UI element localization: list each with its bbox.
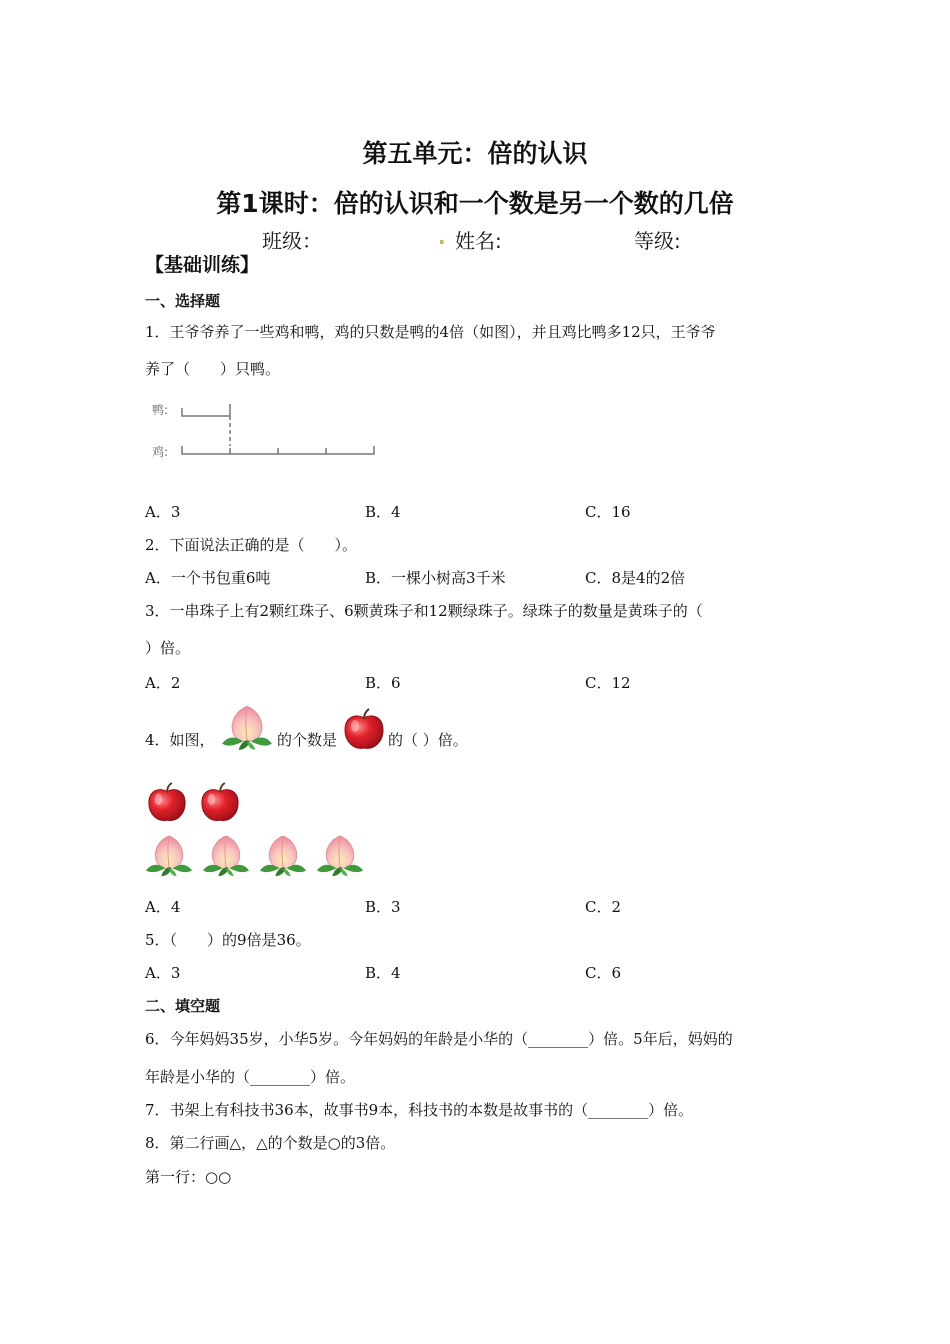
apple-icon (199, 782, 241, 824)
chicken-label: 鸡: (152, 445, 169, 459)
decorative-dot: . (438, 225, 446, 249)
q4-prefix: 4．如图， (145, 731, 215, 749)
peach-icon (218, 702, 276, 752)
part1-title: 一、选择题 (145, 292, 221, 310)
q4-suffix: 的（ ）倍。 (388, 731, 468, 749)
class-label: 班级： (262, 229, 322, 253)
q3-option-b[interactable]: B．6 (365, 674, 401, 692)
q1-option-a[interactable]: A．3 (145, 503, 181, 521)
q8-line2: 第一行：○○ (145, 1168, 232, 1186)
apple-icon (342, 708, 386, 752)
section-heading-basic: 【基础训练】 (145, 254, 260, 276)
q2-option-a[interactable]: A．一个书包重6吨 (145, 569, 271, 587)
q3-option-a[interactable]: A．2 (145, 674, 181, 692)
peach-icon (256, 832, 310, 878)
q2-line1: 2．下面说法正确的是（ ）。 (145, 536, 358, 554)
q4-option-c[interactable]: C．2 (585, 898, 622, 916)
unit-title: 第五单元：倍的认识 (362, 139, 588, 168)
duck-bar (182, 404, 230, 416)
apple-row (146, 782, 241, 824)
peach-row (142, 832, 367, 878)
name-label: 姓名: (455, 229, 502, 253)
q2-option-c[interactable]: C．8是4的2倍 (585, 569, 686, 587)
grade-label: 等级: (634, 229, 681, 253)
q2-option-b[interactable]: B．一棵小树高3千米 (365, 569, 506, 587)
q6-line2: 年龄是小华的（________）倍。 (145, 1068, 356, 1086)
q4-option-b[interactable]: B．3 (365, 898, 401, 916)
peach-icon (142, 832, 196, 878)
peach-icon (313, 832, 367, 878)
lesson-title: 第1课时：倍的认识和一个数是另一个数的几倍 (216, 189, 734, 218)
q3-option-c[interactable]: C．12 (585, 674, 631, 692)
q4-option-a[interactable]: A．4 (145, 898, 181, 916)
q3-line2: ）倍。 (145, 639, 191, 657)
q4-middle: 的个数是 (277, 731, 338, 749)
q5-option-c[interactable]: C．6 (585, 964, 622, 982)
part2-title: 二、填空题 (145, 997, 221, 1015)
q3-line1: 3．一串珠子上有2颗红珠子、6颗黄珠子和12颗绿珠子。绿珠子的数量是黄珠子的（ (145, 602, 703, 620)
q5-option-a[interactable]: A．3 (145, 964, 181, 982)
q5-option-b[interactable]: B．4 (365, 964, 401, 982)
q1-option-b[interactable]: B．4 (365, 503, 401, 521)
peach-icon (199, 832, 253, 878)
apple-icon (146, 782, 188, 824)
q6-line1: 6．今年妈妈35岁，小华5岁。今年妈妈的年龄是小华的（________）倍。5年后，妈妈的 (145, 1030, 733, 1048)
duck-label: 鸭: (152, 403, 169, 417)
q1-line1: 1．王爷爷养了一些鸡和鸭，鸡的只数是鸭的4倍（如图），并且鸡比鸭多12只，王爷爷 (145, 323, 716, 341)
q5-line1: 5．（ ）的9倍是36。 (145, 931, 311, 949)
q8-line1: 8．第二行画△，△的个数是○的3倍。 (145, 1134, 396, 1152)
q1-line2: 养了（ ）只鸭。 (145, 360, 281, 378)
q1-option-c[interactable]: C．16 (585, 503, 631, 521)
duck-chicken-diagram (148, 396, 388, 470)
q7-line1: 7．书架上有科技书36本，故事书9本，科技书的本数是故事书的（________）倍。 (145, 1101, 694, 1119)
